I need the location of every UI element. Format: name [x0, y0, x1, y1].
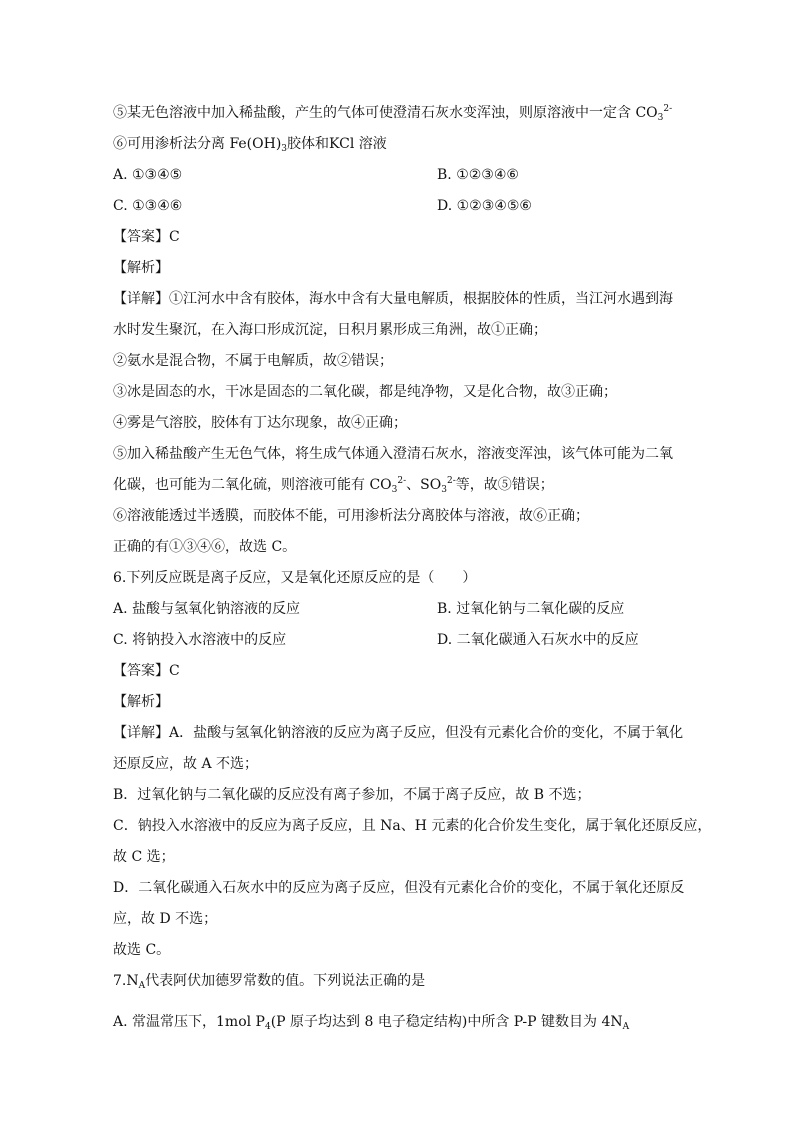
- option-a: A. ①③④⑤: [113, 167, 183, 183]
- analysis-label: 【解析】: [113, 260, 169, 276]
- answer-label: 【答案】C: [113, 229, 180, 245]
- detail-line: ②氨水是混合物，不属于电解质，故②错误；: [113, 353, 393, 369]
- option-d: D. ①②③④⑤⑥: [437, 198, 532, 214]
- detail-line: 化碳，也可能为二氧化硫，则溶液可能有 $CO_3^{2-}$、$SO_3^{2-}$等，故⑤错误；: [113, 476, 554, 495]
- detail-line: ④雾是气溶胶，胶体有丁达尔现象，故④正确；: [113, 415, 407, 431]
- question-7-stem: $7.N_A$代表阿伏加德罗常数的值。下列说法正确的是: [113, 973, 426, 991]
- detail-line: B．过氧化钠与二氧化碳的反应没有离子参加，不属于离子反应，故 B 不选；: [113, 787, 591, 803]
- option-c: C. 将钠投入水溶液中的反应: [113, 632, 287, 648]
- analysis-label: 【解析】: [113, 694, 169, 710]
- statement-5: ⑤某无色溶液中加入稀盐酸，产生的气体可使澄清石灰水变浑浊，则原溶液中一定含 $CO_3^{2-}$: [113, 104, 673, 123]
- detail-line: 正确的有①③④⑥，故选 C。: [113, 539, 297, 555]
- detail-line: 故 C 选；: [113, 849, 175, 865]
- detail-line: 水时发生聚沉，在入海口形成沉淀，日积月累形成三角洲，故①正确；: [113, 322, 547, 338]
- option-b: B. 过氧化钠与二氧化碳的反应: [437, 601, 625, 617]
- option-c: C. ①③④⑥: [113, 198, 183, 214]
- detail-line: ⑤加入稀盐酸产生无色气体，将生成气体通入澄清石灰水，溶液变浑浊，该气体可能为二氧: [113, 446, 673, 462]
- detail-line: 还原反应，故 A 不选；: [113, 756, 259, 772]
- option-b: B. ①②③④⑥: [437, 167, 519, 183]
- question-6-stem: 6.下列反应既是离子反应，又是氧化还原反应的是（ ）: [113, 570, 477, 586]
- detail-line: D．二氧化碳通入石灰水中的反应为离子反应，但没有元素化合价的变化，不属于氧化还原反: [113, 880, 685, 896]
- detail-line: 【详解】A．盐酸与氢氧化钠溶液的反应为离子反应，但没有元素化合价的变化，不属于氧化: [113, 725, 684, 741]
- detail-line: ③冰是固态的水，干冰是固态的二氧化碳，都是纯净物，又是化合物，故③正确；: [113, 384, 617, 400]
- detail-line: 【详解】①江河水中含有胶体，海水中含有大量电解质，根据胶体的性质，当江河水遇到海: [113, 291, 673, 307]
- statement-6: ⑥可用渗析法分离 $Fe(OH)_3$胶体和KCl 溶液: [113, 136, 387, 154]
- detail-line: 应，故 D 不选；: [113, 911, 218, 927]
- detail-line: ⑥溶液能透过半透膜，而胶体不能，可用渗析法分离胶体与溶液，故⑥正确；: [113, 508, 589, 524]
- detail-line: C．钠投入水溶液中的反应为离子反应，且 Na、H 元素的化合价发生变化，属于氧化还原反应，: [113, 818, 712, 834]
- option-a: A. 盐酸与氢氧化钠溶液的反应: [113, 601, 301, 617]
- option-a: A. 常温常压下，1mol $P_4(P$ 原子均达到 8 电子稳定结构)中所含 P-P 键数目为 $4N_A$: [113, 1014, 630, 1032]
- detail-line: 故选 C。: [113, 942, 171, 958]
- answer-label: 【答案】C: [113, 663, 180, 679]
- option-d: D. 二氧化碳通入石灰水中的反应: [437, 632, 639, 648]
